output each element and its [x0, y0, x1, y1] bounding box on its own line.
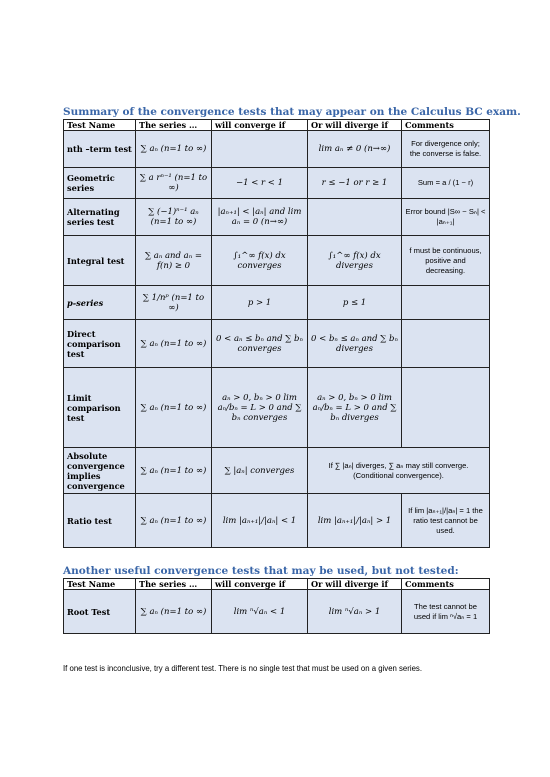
col-header-converge: will converge if: [212, 120, 308, 131]
diverge-cell: r ≤ −1 or r ≥ 1: [308, 168, 402, 199]
comments-cell: [402, 286, 490, 320]
comments-cell: For divergence only; the converse is false.: [402, 131, 490, 168]
col-header-comments: Comments: [402, 120, 490, 131]
series-cell: ∑ aₙ (n=1 to ∞): [136, 590, 212, 634]
diverge-cell: lim ⁿ√aₙ > 1: [308, 590, 402, 634]
table-row: [64, 236, 490, 286]
table-header-row: [64, 579, 490, 590]
table-row: [64, 199, 490, 236]
col-header-test-name: Test Name: [64, 120, 136, 131]
series-cell: ∑ (−1)ⁿ⁻¹ aₙ (n=1 to ∞): [136, 199, 212, 236]
series-cell: ∑ aₙ (n=1 to ∞): [136, 320, 212, 368]
col-header-series: The series …: [136, 579, 212, 590]
col-header-diverge: Or will diverge if: [308, 120, 402, 131]
test-name: Ratio test: [64, 494, 136, 548]
test-name: Absolute convergence implies convergence: [64, 448, 136, 494]
converge-cell: [212, 131, 308, 168]
series-cell: ∑ aₙ (n=1 to ∞): [136, 494, 212, 548]
comments-cell: If lim |aₙ₊₁|/|aₙ| = 1 the ratio test cannot be used.: [402, 494, 490, 548]
test-name: Integral test: [64, 236, 136, 286]
converge-cell: lim ⁿ√aₙ < 1: [212, 590, 308, 634]
section-heading-untested: Another useful convergence tests that may be used, but not tested:: [63, 565, 459, 577]
document-page: [63, 106, 521, 634]
section-heading-tested: Summary of the convergence tests that may appear on the Calculus BC exam.: [63, 106, 521, 118]
test-name: Direct comparison test: [64, 320, 136, 368]
col-header-converge: will converge if: [212, 579, 308, 590]
converge-cell: lim |aₙ₊₁|/|aₙ| < 1: [212, 494, 308, 548]
diverge-cell: 0 < bₙ ≤ aₙ and ∑ bₙ diverges: [308, 320, 402, 368]
diverge-cell: lim aₙ ≠ 0 (n→∞): [308, 131, 402, 168]
converge-cell: p > 1: [212, 286, 308, 320]
converge-cell: ∫₁^∞ f(x) dx converges: [212, 236, 308, 286]
converge-cell: ∑ |aₙ| converges: [212, 448, 308, 494]
series-cell: ∑ aₙ (n=1 to ∞): [136, 448, 212, 494]
table-row: [64, 368, 490, 448]
table-row: [64, 448, 490, 494]
series-cell: ∑ a rⁿ⁻¹ (n=1 to ∞): [136, 168, 212, 199]
diverge-cell: p ≤ 1: [308, 286, 402, 320]
diverge-cell: ∫₁^∞ f(x) dx diverges: [308, 236, 402, 286]
test-name: Alternating series test: [64, 199, 136, 236]
comments-cell: The test cannot be used if lim ⁿ√aₙ = 1: [402, 590, 490, 634]
diverge-cell: aₙ > 0, bₙ > 0 lim aₙ/bₙ = L > 0 and ∑ bₙ diverges: [308, 368, 402, 448]
comments-cell: [402, 368, 490, 448]
test-name: Geometric series: [64, 168, 136, 199]
table-header-row: [64, 120, 490, 131]
series-cell: ∑ aₙ (n=1 to ∞): [136, 131, 212, 168]
converge-cell: |aₙ₊₁| < |aₙ| and lim aₙ = 0 (n→∞): [212, 199, 308, 236]
col-header-test-name: Test Name: [64, 579, 136, 590]
table-row: [64, 320, 490, 368]
series-cell: ∑ aₙ (n=1 to ∞): [136, 368, 212, 448]
diverge-cell: lim |aₙ₊₁|/|aₙ| > 1: [308, 494, 402, 548]
comments-cell: Error bound |S∞ − Sₙ| < |aₙ₊₁|: [402, 199, 490, 236]
comments-cell: Sum = a / (1 − r): [402, 168, 490, 199]
col-header-comments: Comments: [402, 579, 490, 590]
table-row: [64, 131, 490, 168]
diverge-cell: If ∑ |aₙ| diverges, ∑ aₙ may still converge. (Conditional convergence).: [308, 448, 490, 494]
test-name: Limit comparison test: [64, 368, 136, 448]
table-row: [64, 168, 490, 199]
table-row: [64, 286, 490, 320]
col-header-series: The series …: [136, 120, 212, 131]
footnote: If one test is inconclusive, try a different test. There is no single test that must be used on a given series.: [63, 664, 422, 673]
test-name: nth –term test: [64, 131, 136, 168]
col-header-diverge: Or will diverge if: [308, 579, 402, 590]
convergence-tests-table: [63, 119, 490, 548]
test-name: Root Test: [64, 590, 136, 634]
series-cell: ∑ 1/nᵖ (n=1 to ∞): [136, 286, 212, 320]
table-row: [64, 590, 490, 634]
test-name: p-series: [64, 286, 136, 320]
table-row: [64, 494, 490, 548]
converge-cell: −1 < r < 1: [212, 168, 308, 199]
converge-cell: 0 < aₙ ≤ bₙ and ∑ bₙ converges: [212, 320, 308, 368]
series-cell: ∑ aₙ and aₙ = f(n) ≥ 0: [136, 236, 212, 286]
root-test-table: [63, 578, 490, 634]
comments-cell: [402, 320, 490, 368]
converge-cell: aₙ > 0, bₙ > 0 lim aₙ/bₙ = L > 0 and ∑ bₙ converges: [212, 368, 308, 448]
diverge-cell: [308, 199, 402, 236]
comments-cell: f must be continuous, positive and decreasing.: [402, 236, 490, 286]
